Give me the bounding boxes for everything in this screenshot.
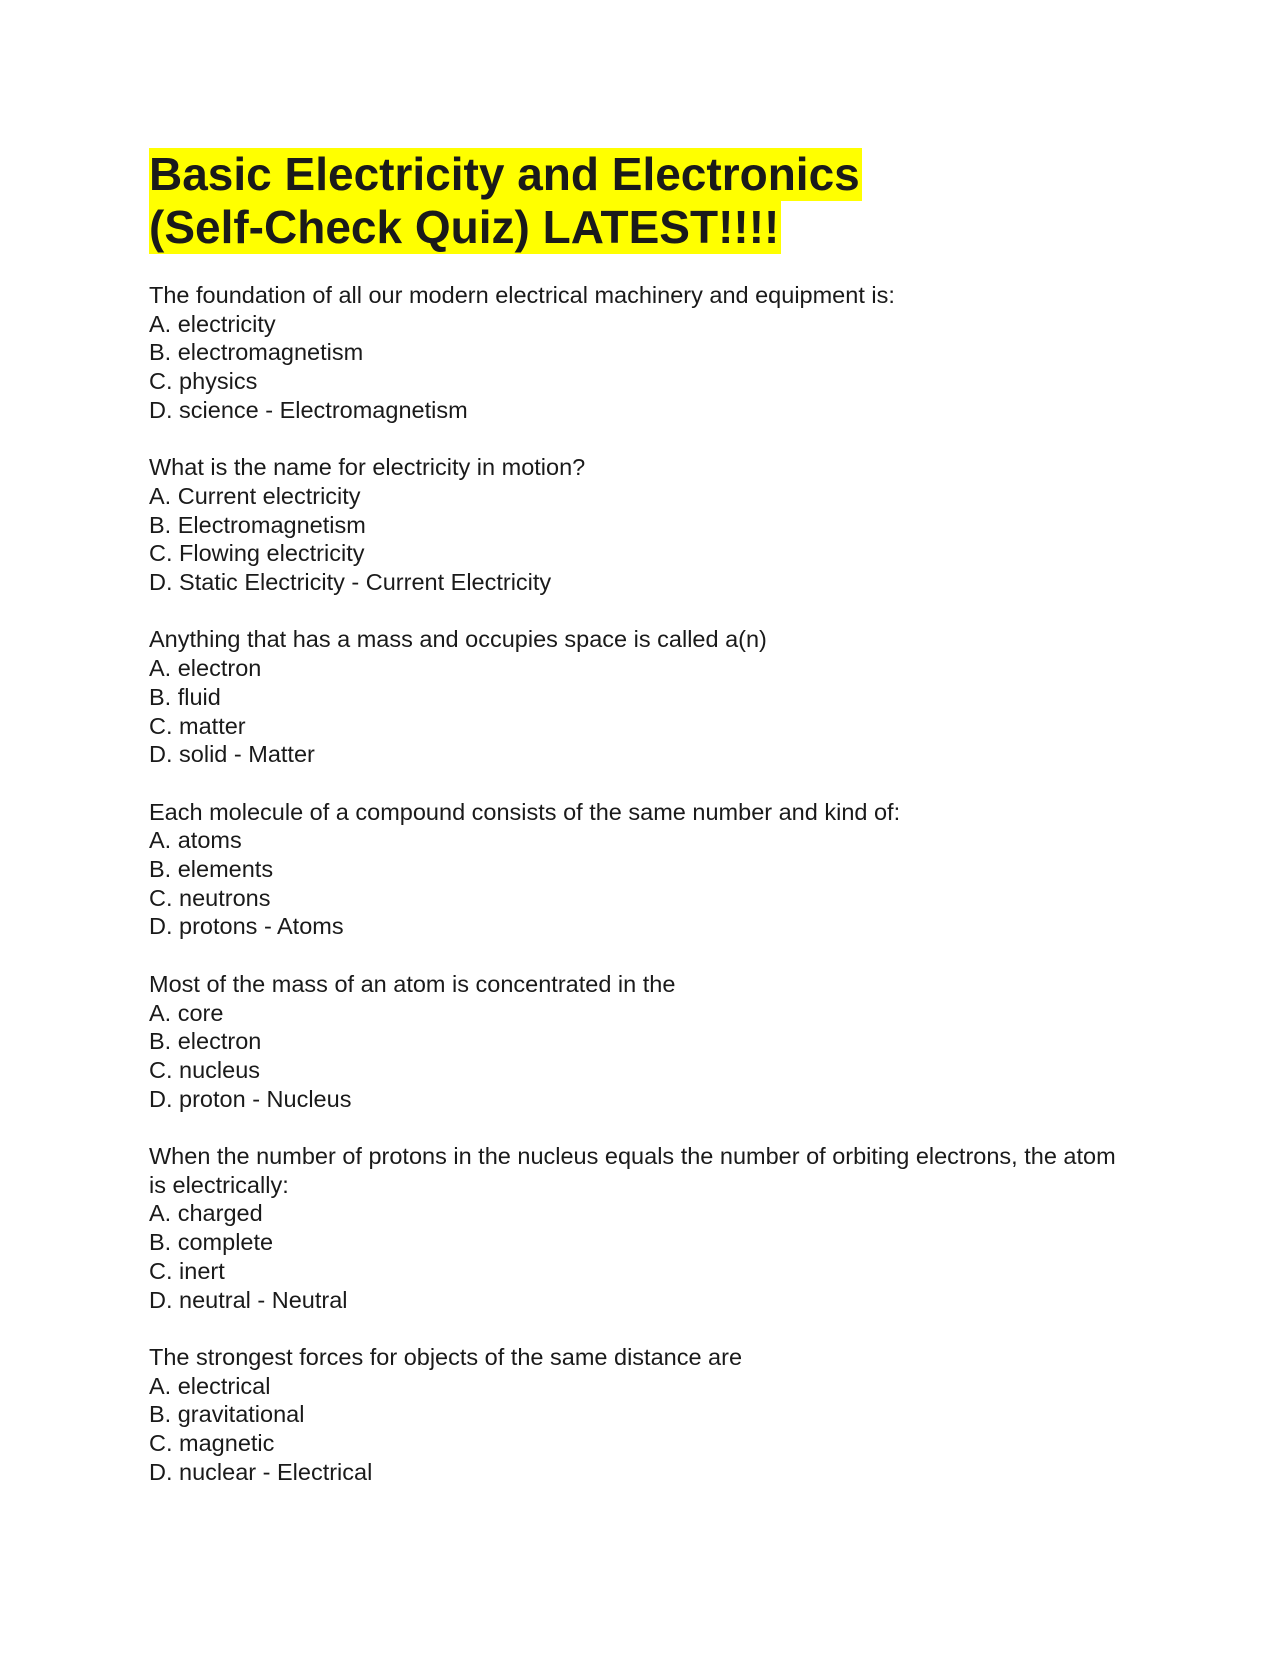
question-stem: Anything that has a mass and occupies space is called a(n)	[149, 626, 767, 653]
document-page	[149, 148, 1129, 1515]
question-stem: Each molecule of a compound consists of the same number and kind of:	[149, 798, 901, 825]
answer-option-d: D. protons - Atoms	[149, 913, 344, 940]
answer-option-a: A. electrical	[149, 1372, 271, 1399]
answer-option-c: C. Flowing electricity	[149, 540, 365, 567]
answer-option-d: D. nuclear - Electrical	[149, 1458, 373, 1485]
answer-option-b: B. elements	[149, 856, 274, 883]
question-5	[149, 970, 1129, 1114]
question-7	[149, 1343, 1129, 1487]
question-list	[149, 281, 1129, 1486]
question-stem: When the number of protons in the nucleus equals the number of orbiting electrons, the atom is electrically:	[149, 1143, 1116, 1198]
answer-option-c: C. nucleus	[149, 1056, 261, 1083]
answer-option-d: D. Static Electricity - Current Electricity	[149, 569, 552, 596]
question-stem: What is the name for electricity in motion?	[149, 454, 586, 481]
question-stem: Most of the mass of an atom is concentrated in the	[149, 970, 676, 997]
question-4	[149, 798, 1129, 942]
question-6	[149, 1142, 1129, 1314]
title-line-2: (Self-Check Quiz) LATEST!!!!	[149, 201, 780, 253]
answer-option-c: C. inert	[149, 1257, 225, 1284]
question-stem: The strongest forces for objects of the same distance are	[149, 1343, 743, 1370]
answer-option-a: A. charged	[149, 1200, 263, 1227]
answer-option-c: C. neutrons	[149, 884, 271, 911]
answer-option-b: B. fluid	[149, 683, 221, 710]
document-title	[149, 148, 1129, 254]
answer-option-c: C. matter	[149, 712, 246, 739]
answer-option-c: C. physics	[149, 368, 258, 395]
question-3	[149, 625, 1129, 769]
question-2	[149, 453, 1129, 597]
answer-option-a: A. core	[149, 999, 224, 1026]
answer-option-c: C. magnetic	[149, 1430, 275, 1457]
question-stem: The foundation of all our modern electrical machinery and equipment is:	[149, 282, 895, 308]
answer-option-b: B. Electromagnetism	[149, 511, 366, 538]
answer-option-d: D. science - Electromagnetism	[149, 396, 468, 423]
answer-option-d: D. solid - Matter	[149, 741, 315, 768]
answer-option-b: B. gravitational	[149, 1401, 305, 1428]
answer-option-b: B. electron	[149, 1028, 262, 1055]
answer-option-b: B. complete	[149, 1229, 274, 1256]
answer-option-b: B. electromagnetism	[149, 339, 364, 366]
answer-option-a: A. electron	[149, 655, 262, 682]
answer-option-a: A. atoms	[149, 827, 242, 854]
answer-option-d: D. proton - Nucleus	[149, 1085, 352, 1112]
answer-option-a: A. Current electricity	[149, 482, 361, 509]
answer-option-d: D. neutral - Neutral	[149, 1286, 348, 1313]
question-1	[149, 281, 1129, 425]
answer-option-a: A. electricity	[149, 310, 276, 337]
title-line-1: Basic Electricity and Electronics	[149, 148, 860, 200]
